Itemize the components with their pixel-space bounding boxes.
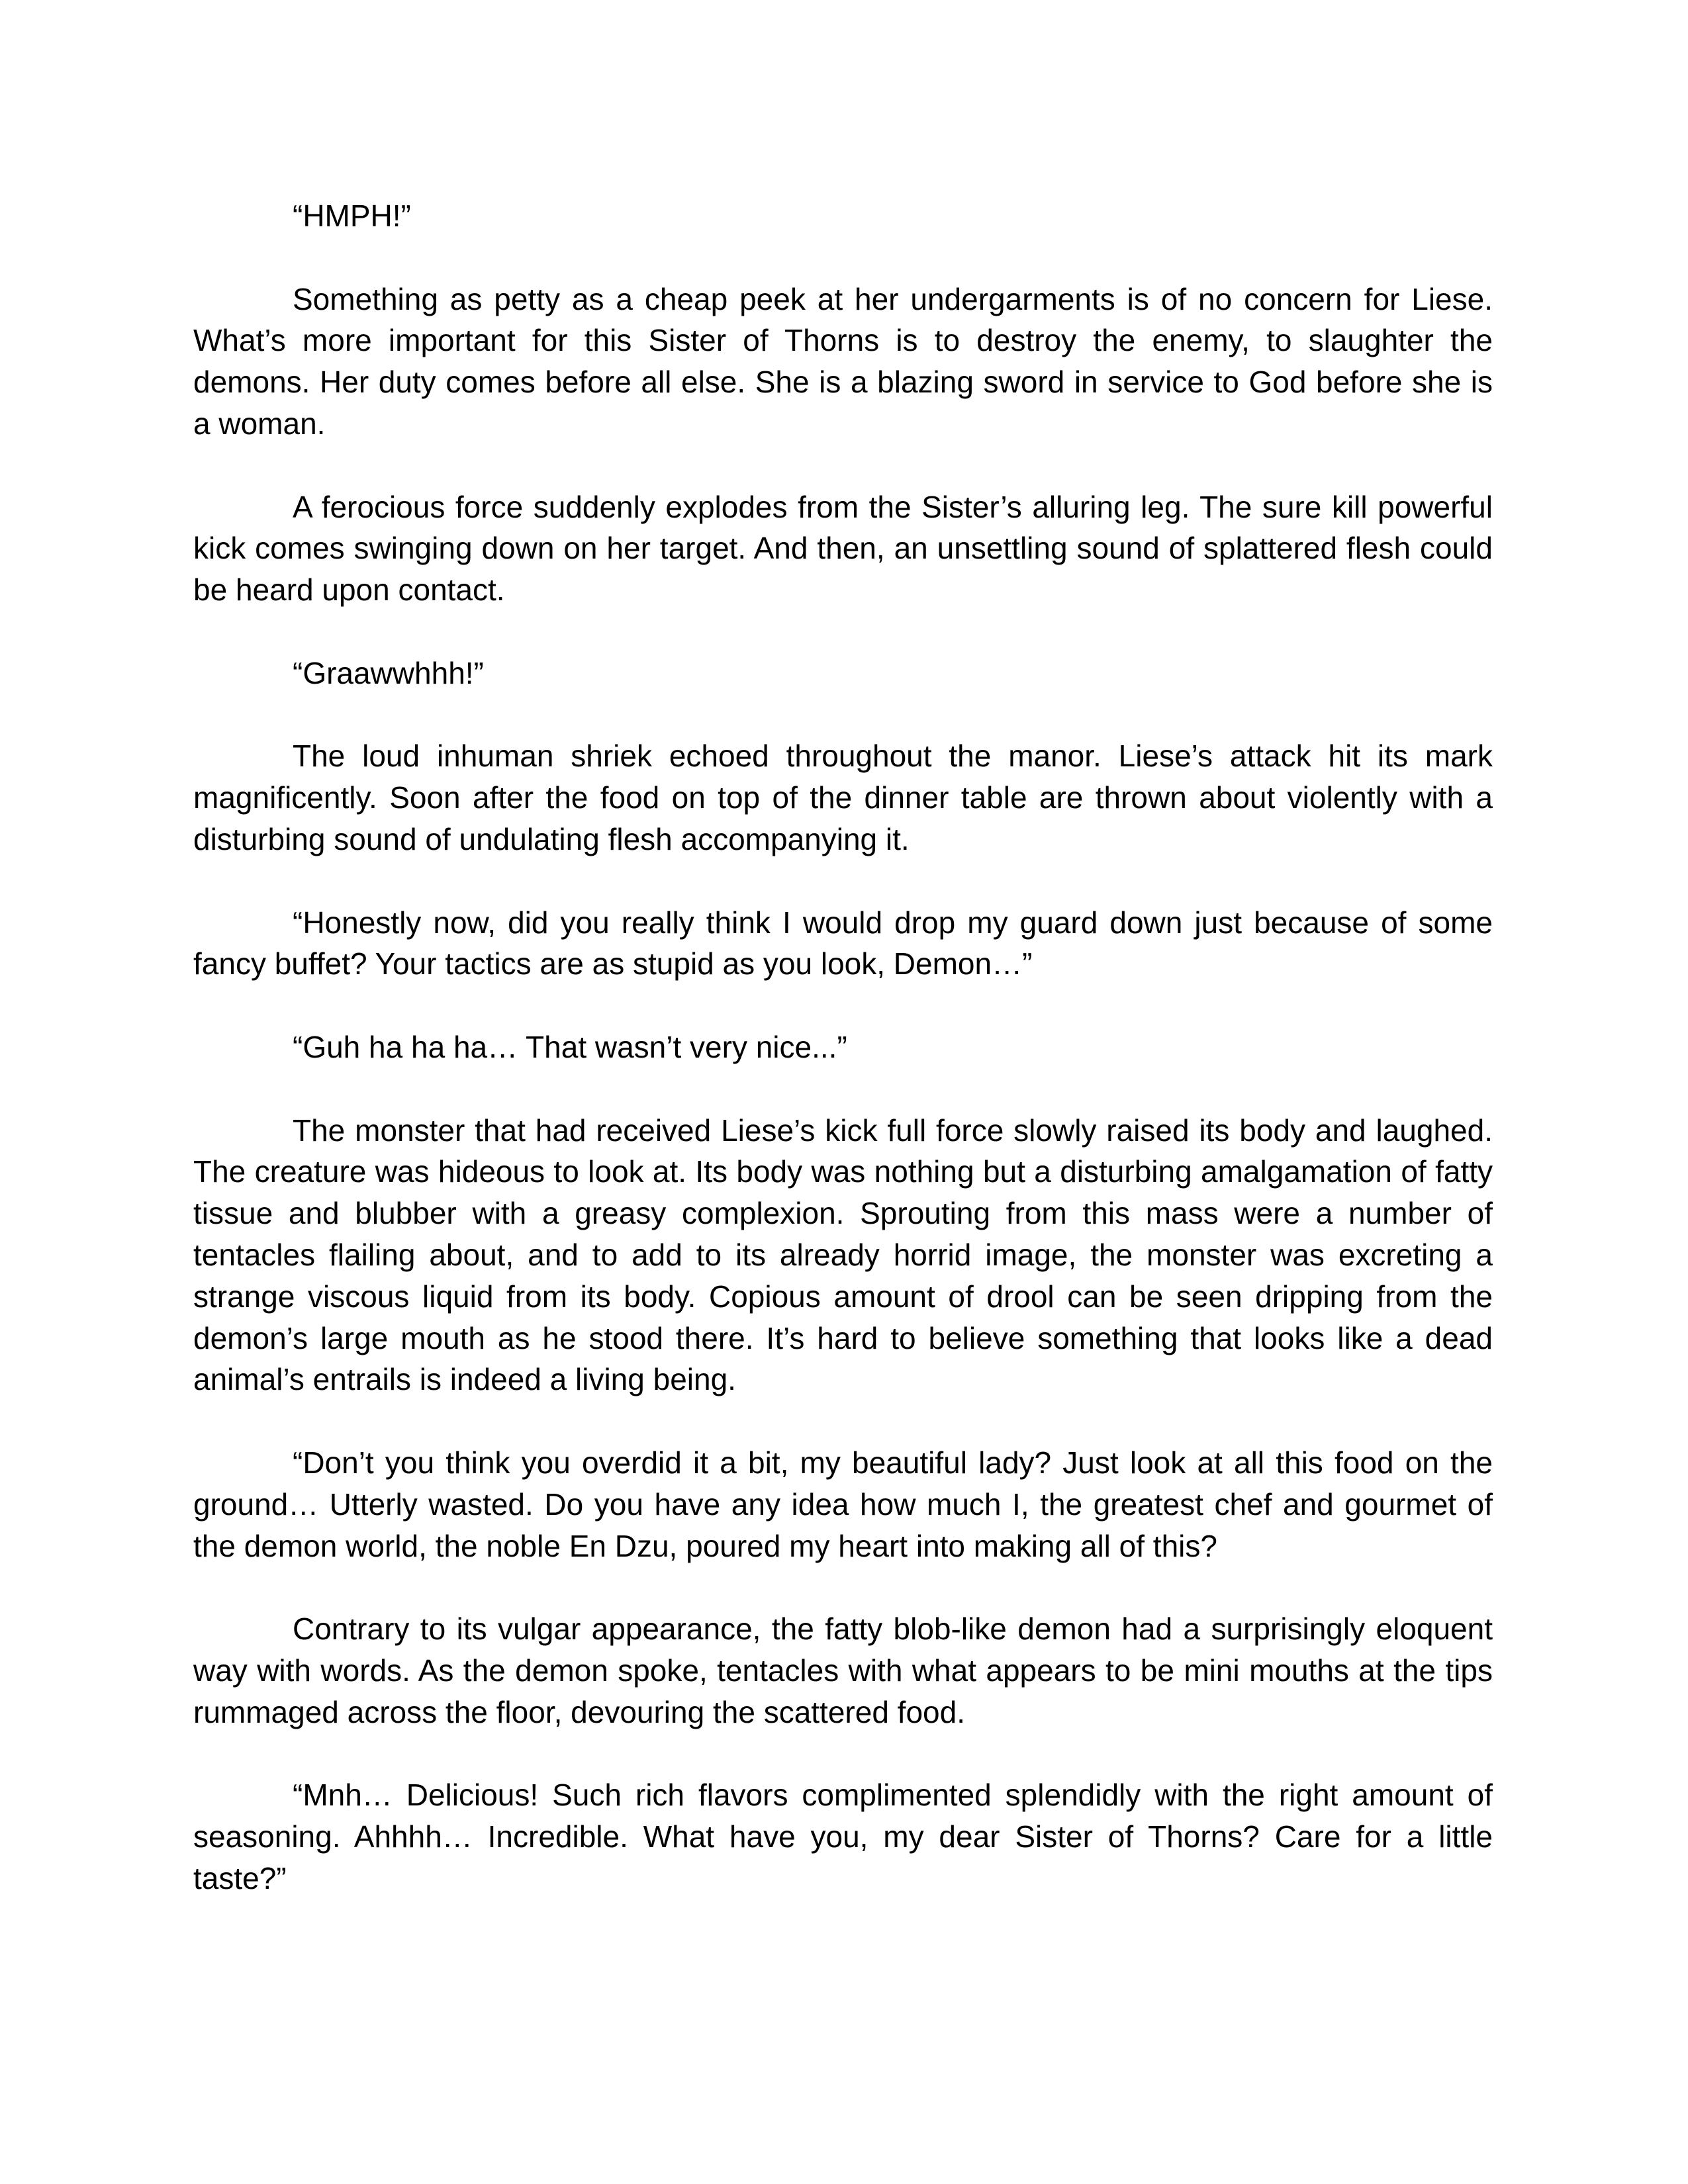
paragraph-10: Contrary to its vulgar appearance, the fatty blob-like demon had a surprisingly eloquent way with words. As the demon spoke, tentacles with what appears to be mini mouths at the tips rummaged across the floor, devouring the scattered food. <box>193 1612 1493 1729</box>
paragraph-4: “Graawwhhh!” <box>293 655 484 690</box>
paragraph-11: “Mnh… Delicious! Such rich flavors complimented splendidly with the right amount of seasoning. Ahhhh… Incredible. What have you, my dear Sister of Thorns? Care for a little taste?” <box>193 1778 1493 1895</box>
paragraph-5: The loud inhuman shriek echoed throughout the manor. Liese’s attack hit its mark magnificently. Soon after the food on top of the dinner table are thrown about violently with a disturbing sound of undulating flesh accompanying it. <box>193 739 1493 856</box>
paragraph-3: A ferocious force suddenly explodes from the Sister’s alluring leg. The sure kill powerful kick comes swinging down on her target. And then, an unsettling sound of splattered flesh could be heard upon contact. <box>193 489 1493 608</box>
paragraph-7: “Guh ha ha ha… That wasn’t very nice...” <box>293 1029 847 1064</box>
page-content <box>193 195 1493 1940</box>
paragraph-6: “Honestly now, did you really think I would drop my guard down just because of some fancy buffet? Your tactics are as stupid as you look, Demon…” <box>193 905 1493 981</box>
paragraph-2: Something as petty as a cheap peek at her undergarments is of no concern for Liese. What’s more important for this Sister of Thorns is to destroy the enemy, to slaughter the demons. Her duty comes before all else. She is a blazing sword in service to God before she is a woman. <box>193 281 1493 441</box>
paragraph-1: “HMPH!” <box>293 199 411 233</box>
paragraph-9: “Don’t you think you overdid it a bit, my beautiful lady? Just look at all this food on the ground… Utterly wasted. Do you have any idea how much I, the greatest chef and gourmet of the demon world, the noble En Dzu, poured my heart into making all of this? <box>193 1445 1493 1563</box>
paragraph-8: The monster that had received Liese’s kick full force slowly raised its body and laughed. The creature was hideous to look at. Its body was nothing but a disturbing amalgamation of fatty tissue and blubber with a greasy complexion. Sprouting from this mass were a number of tentacles flailing about, and to add to its already horrid image, the monster was excreting a strange viscous liquid from its body. Copious amount of drool can be seen dripping from the demon’s large mouth as he stood there. It’s hard to believe something that looks like a dead animal’s entrails is indeed a living being. <box>193 1113 1493 1397</box>
